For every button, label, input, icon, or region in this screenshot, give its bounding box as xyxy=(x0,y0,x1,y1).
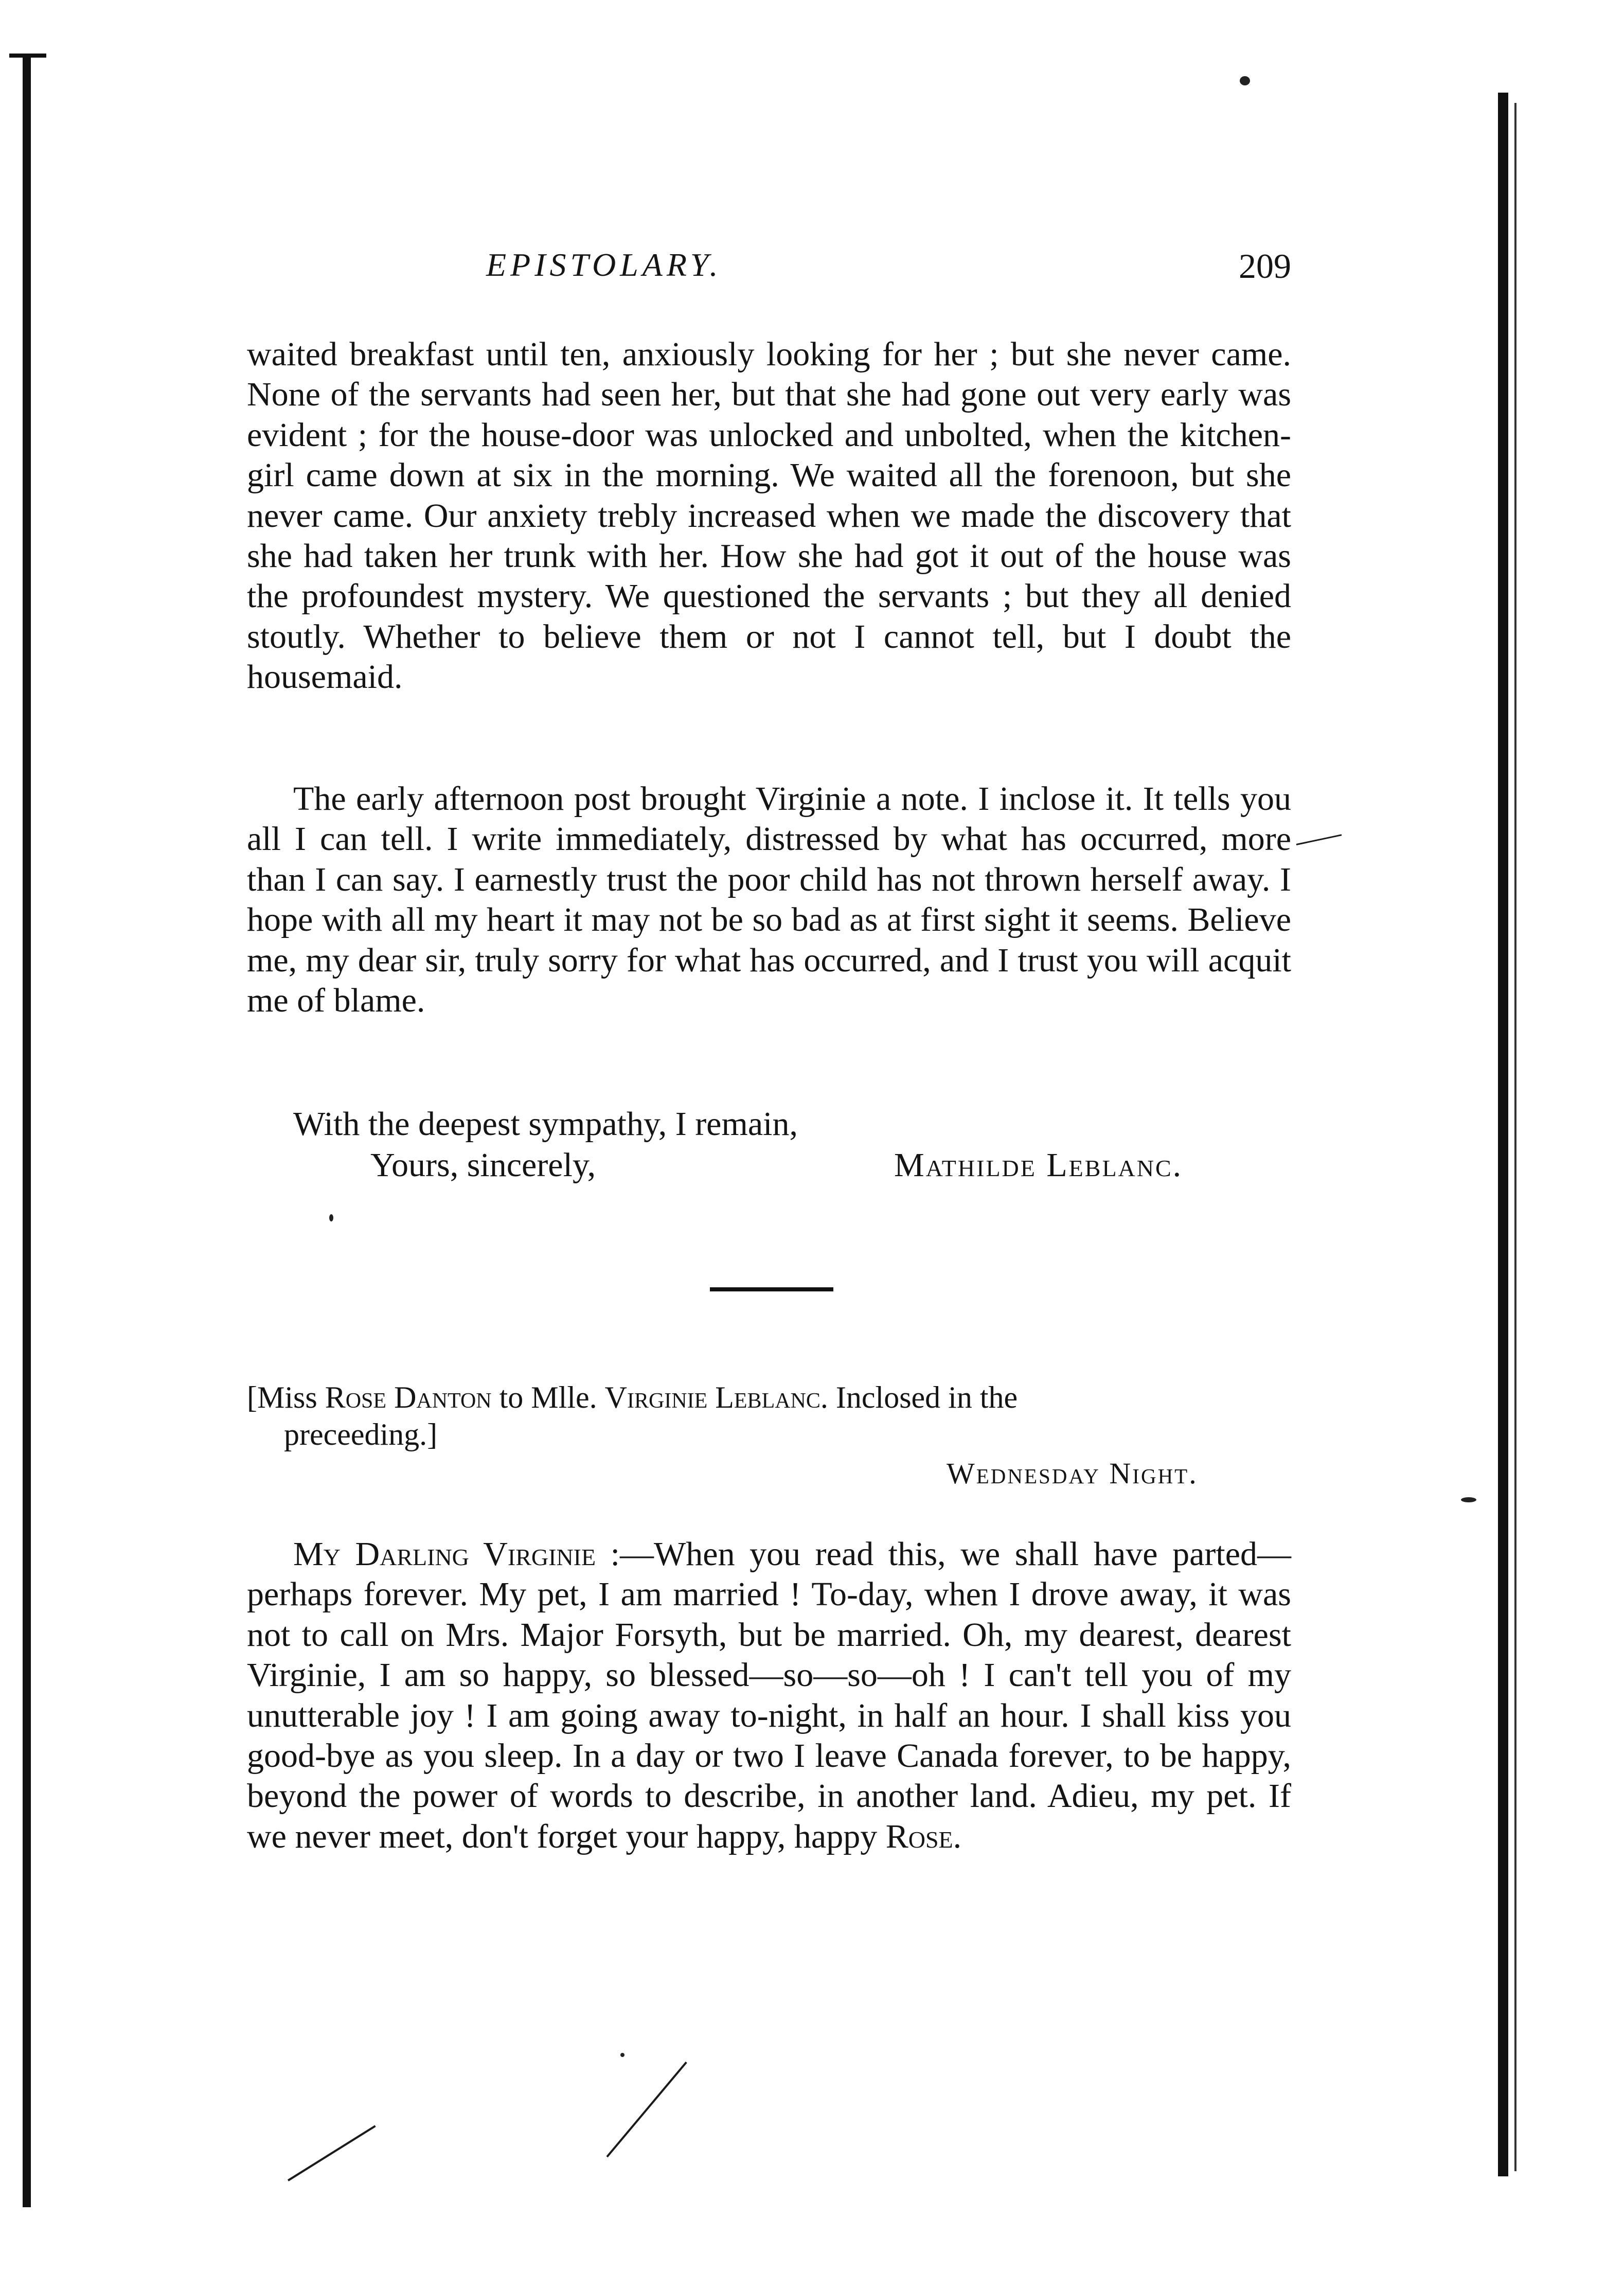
letter-signoff: Rose. xyxy=(885,1817,962,1855)
paragraph-2 xyxy=(247,779,1291,1021)
letter-text: :—When you read this, we shall have parted—perhaps forever. My pet, I am married ! To-day, when I drove away, it was not to call on Mrs. Major Forsyth, but be married. Oh, my dearest, dearest Virginie, I am so happy, so blessed—so—so—oh ! I can't tell you of my unutterable joy ! I am going away to-night, in half an hour. I shall kiss you good-bye as you sleep. In a day or two I leave Canada forever, to be happy, beyond the power of words to describe, in another land. Adieu, my pet. If we never meet, don't forget your happy, happy xyxy=(247,1535,1291,1855)
signature-mathilde: Mathilde Leblanc. xyxy=(894,1146,1183,1184)
scan-speck xyxy=(620,2053,624,2057)
letter-paragraph xyxy=(247,1534,1291,1857)
letter-date: Wednesday Night. xyxy=(947,1457,1198,1490)
paragraph-1 xyxy=(247,334,1291,698)
note-heading xyxy=(247,1379,1296,1453)
section-divider-rule xyxy=(710,1287,833,1291)
page-edge-right-thin xyxy=(1514,103,1516,2171)
page-edge-left xyxy=(23,57,31,2207)
note-heading-rest: . Inclosed in the xyxy=(820,1380,1018,1414)
note-heading-to-name: Virginie Leblanc xyxy=(604,1380,820,1414)
page-number: 209 xyxy=(1239,246,1291,286)
note-heading-from: Rose Danton xyxy=(325,1380,492,1414)
letter-body xyxy=(247,1534,1291,1857)
letter-salutation: My Darling Virginie xyxy=(293,1535,596,1573)
note-heading-line2: preceeding.] xyxy=(284,1417,438,1451)
running-head: EPISTOLARY. xyxy=(486,246,722,283)
scan-speck xyxy=(1240,76,1250,85)
scan-pencil-mark xyxy=(288,2125,376,2181)
note-heading-to: to Mlle. xyxy=(491,1380,605,1414)
note-heading-open: [Miss xyxy=(247,1380,325,1414)
page-edge-right xyxy=(1498,93,1508,2176)
scan-pencil-mark xyxy=(606,2062,687,2157)
closing-line: With the deepest sympathy, I remain, xyxy=(293,1105,798,1143)
scan-pencil-mark xyxy=(1296,834,1342,845)
paragraph-2-text: The early afternoon post brought Virginie a note. I inclose it. It tells you all I can tell. I write immediately, distressed by what has occurred, more than I can say. I earnestly trust the poor child has not thrown herself away. I hope with all my heart it may not be so bad as at first sight it seems. Believe me, my dear sir, truly sorry for what has occurred, and I trust you will acquit me of blame. xyxy=(247,780,1291,1020)
paragraph-1-text: waited breakfast until ten, anxiously looking for her ; but she never came. None of the servants had seen her, but that she had gone out very early was evident ; for the house-door was unlocked and unbolted, when the kitchen-girl came down at six in the morning. We waited all the forenoon, but she never came. Our anxiety trebly increased when we made the discovery that she had taken her trunk with her. How she had got it out of the house was the profoundest mystery. We questioned the servants ; but they all denied stoutly. Whether to believe them or not I cannot tell, but I doubt the housemaid. xyxy=(247,335,1291,696)
scan-speck xyxy=(329,1214,333,1221)
valediction: Yours, sincerely, xyxy=(370,1146,596,1184)
scan-speck xyxy=(1461,1497,1476,1502)
page-header xyxy=(247,246,1301,287)
